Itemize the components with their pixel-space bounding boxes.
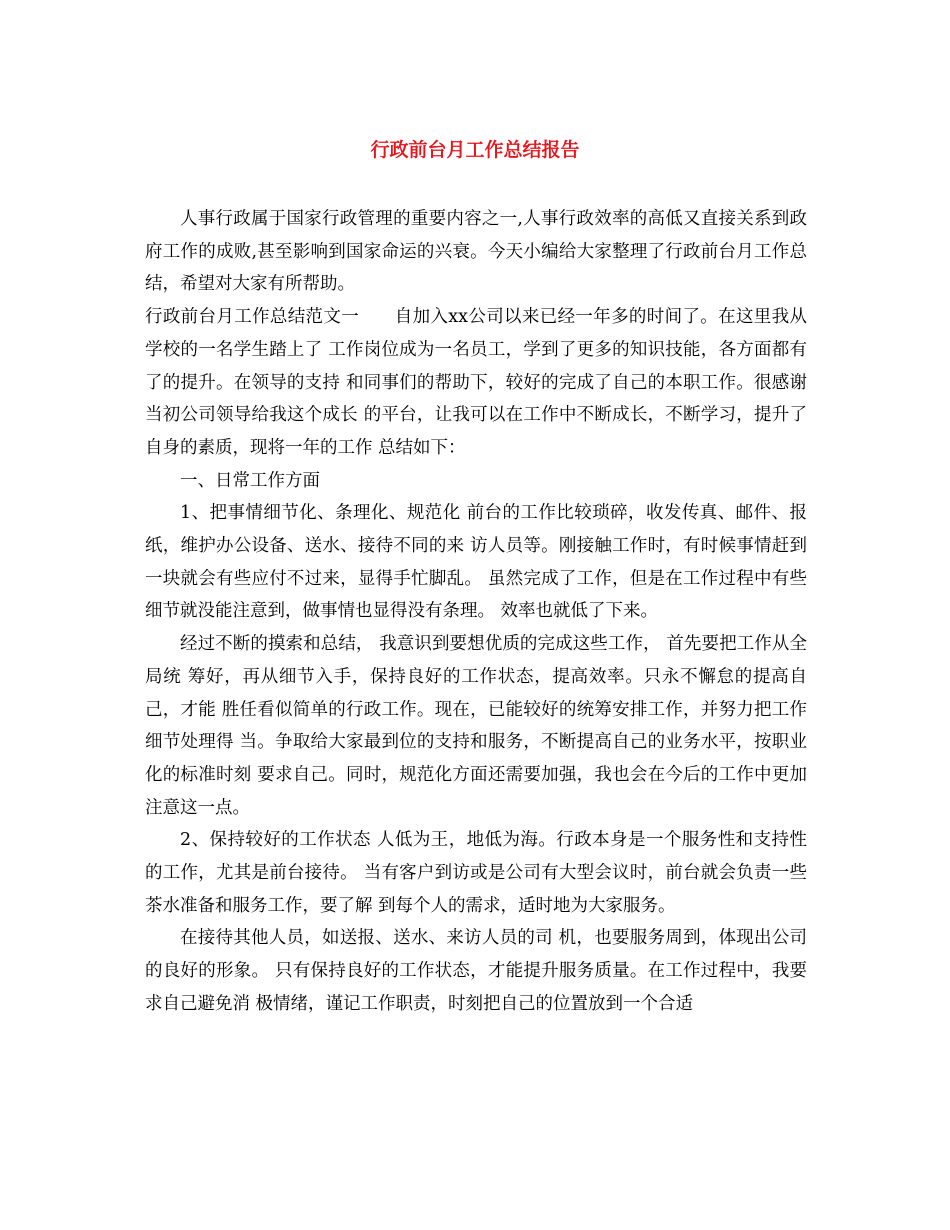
paragraph-sample-one: 行政前台月工作总结范文一 自加入xx公司以来已经一年多的时间了。在这里我从学校的一名学生踏上了 工作岗位成为一名员工，学到了更多的知识技能，各方面都有了的提升。在领导的支持 和同事们的帮助下，较好的完成了自己的本职工作。很感谢当初公司领导给我这个成长 的平台，让我可以在工作中不断成长，不断学习，提升了自身的素质，现将一年的工作 总结如下： bbox=[145, 307, 807, 458]
paragraph-item-2: 2、保持较好的工作状态 人低为王，地低为海。行政本身是一个服务性和支持性的工作，尤其是前台接待。 当有客户到访或是公司有大型会议时，前台就会负责一些茶水准备和服务工作，要了解 到每个人的需求，适时地为大家服务。 bbox=[145, 830, 807, 916]
paragraph-intro: 人事行政属于国家行政管理的重要内容之一,人事行政效率的高低又直接关系到政府工作的成败,甚至影响到国家命运的兴衰。今天小编给大家整理了行政前台月工作总结，希望对大家有所帮助。 bbox=[145, 209, 807, 295]
document-body bbox=[145, 203, 807, 1021]
section-heading-daily-work: 一、日常工作方面 bbox=[180, 470, 320, 491]
paragraph-item-1: 1、把事情细节化、条理化、规范化 前台的工作比较琐碎，收发传真、邮件、报纸，维护办公设备、送水、接待不同的来 访人员等。刚接触工作时，有时候事情赶到一块就会有些应付不过来，显得手忙脚乱。 虽然完成了工作，但是在工作过程中有些细节就没能注意到，做事情也显得没有条理。 效率也就低了下来。 bbox=[145, 503, 807, 622]
document-title: 行政前台月工作总结报告 bbox=[370, 139, 580, 161]
paragraph-reception: 在接待其他人员，如送报、送水、来访人员的司 机，也要服务周到，体现出公司的良好的形象。 只有保持良好的工作状态，才能提升服务质量。在工作过程中，我要求自己避免消 极情绪，谨记工作职责，时刻把自己的位置放到一个合适 bbox=[145, 928, 807, 1014]
paragraph-summary: 经过不断的摸索和总结， 我意识到要想优质的完成这些工作， 首先要把工作从全局统 筹好，再从细节入手，保持良好的工作状态，提高效率。只永不懈怠的提高自己，才能 胜任看似简单的行政工作。现在，已能较好的统筹安排工作，并努力把工作细节处理得 当。争取给大家最到位的支持和服务，不断提高自己的业务水平，按职业化的标准时刻 要求自己。同时，规范化方面还需要加强，我也会在今后的工作中更加注意这一点。 bbox=[145, 634, 807, 818]
